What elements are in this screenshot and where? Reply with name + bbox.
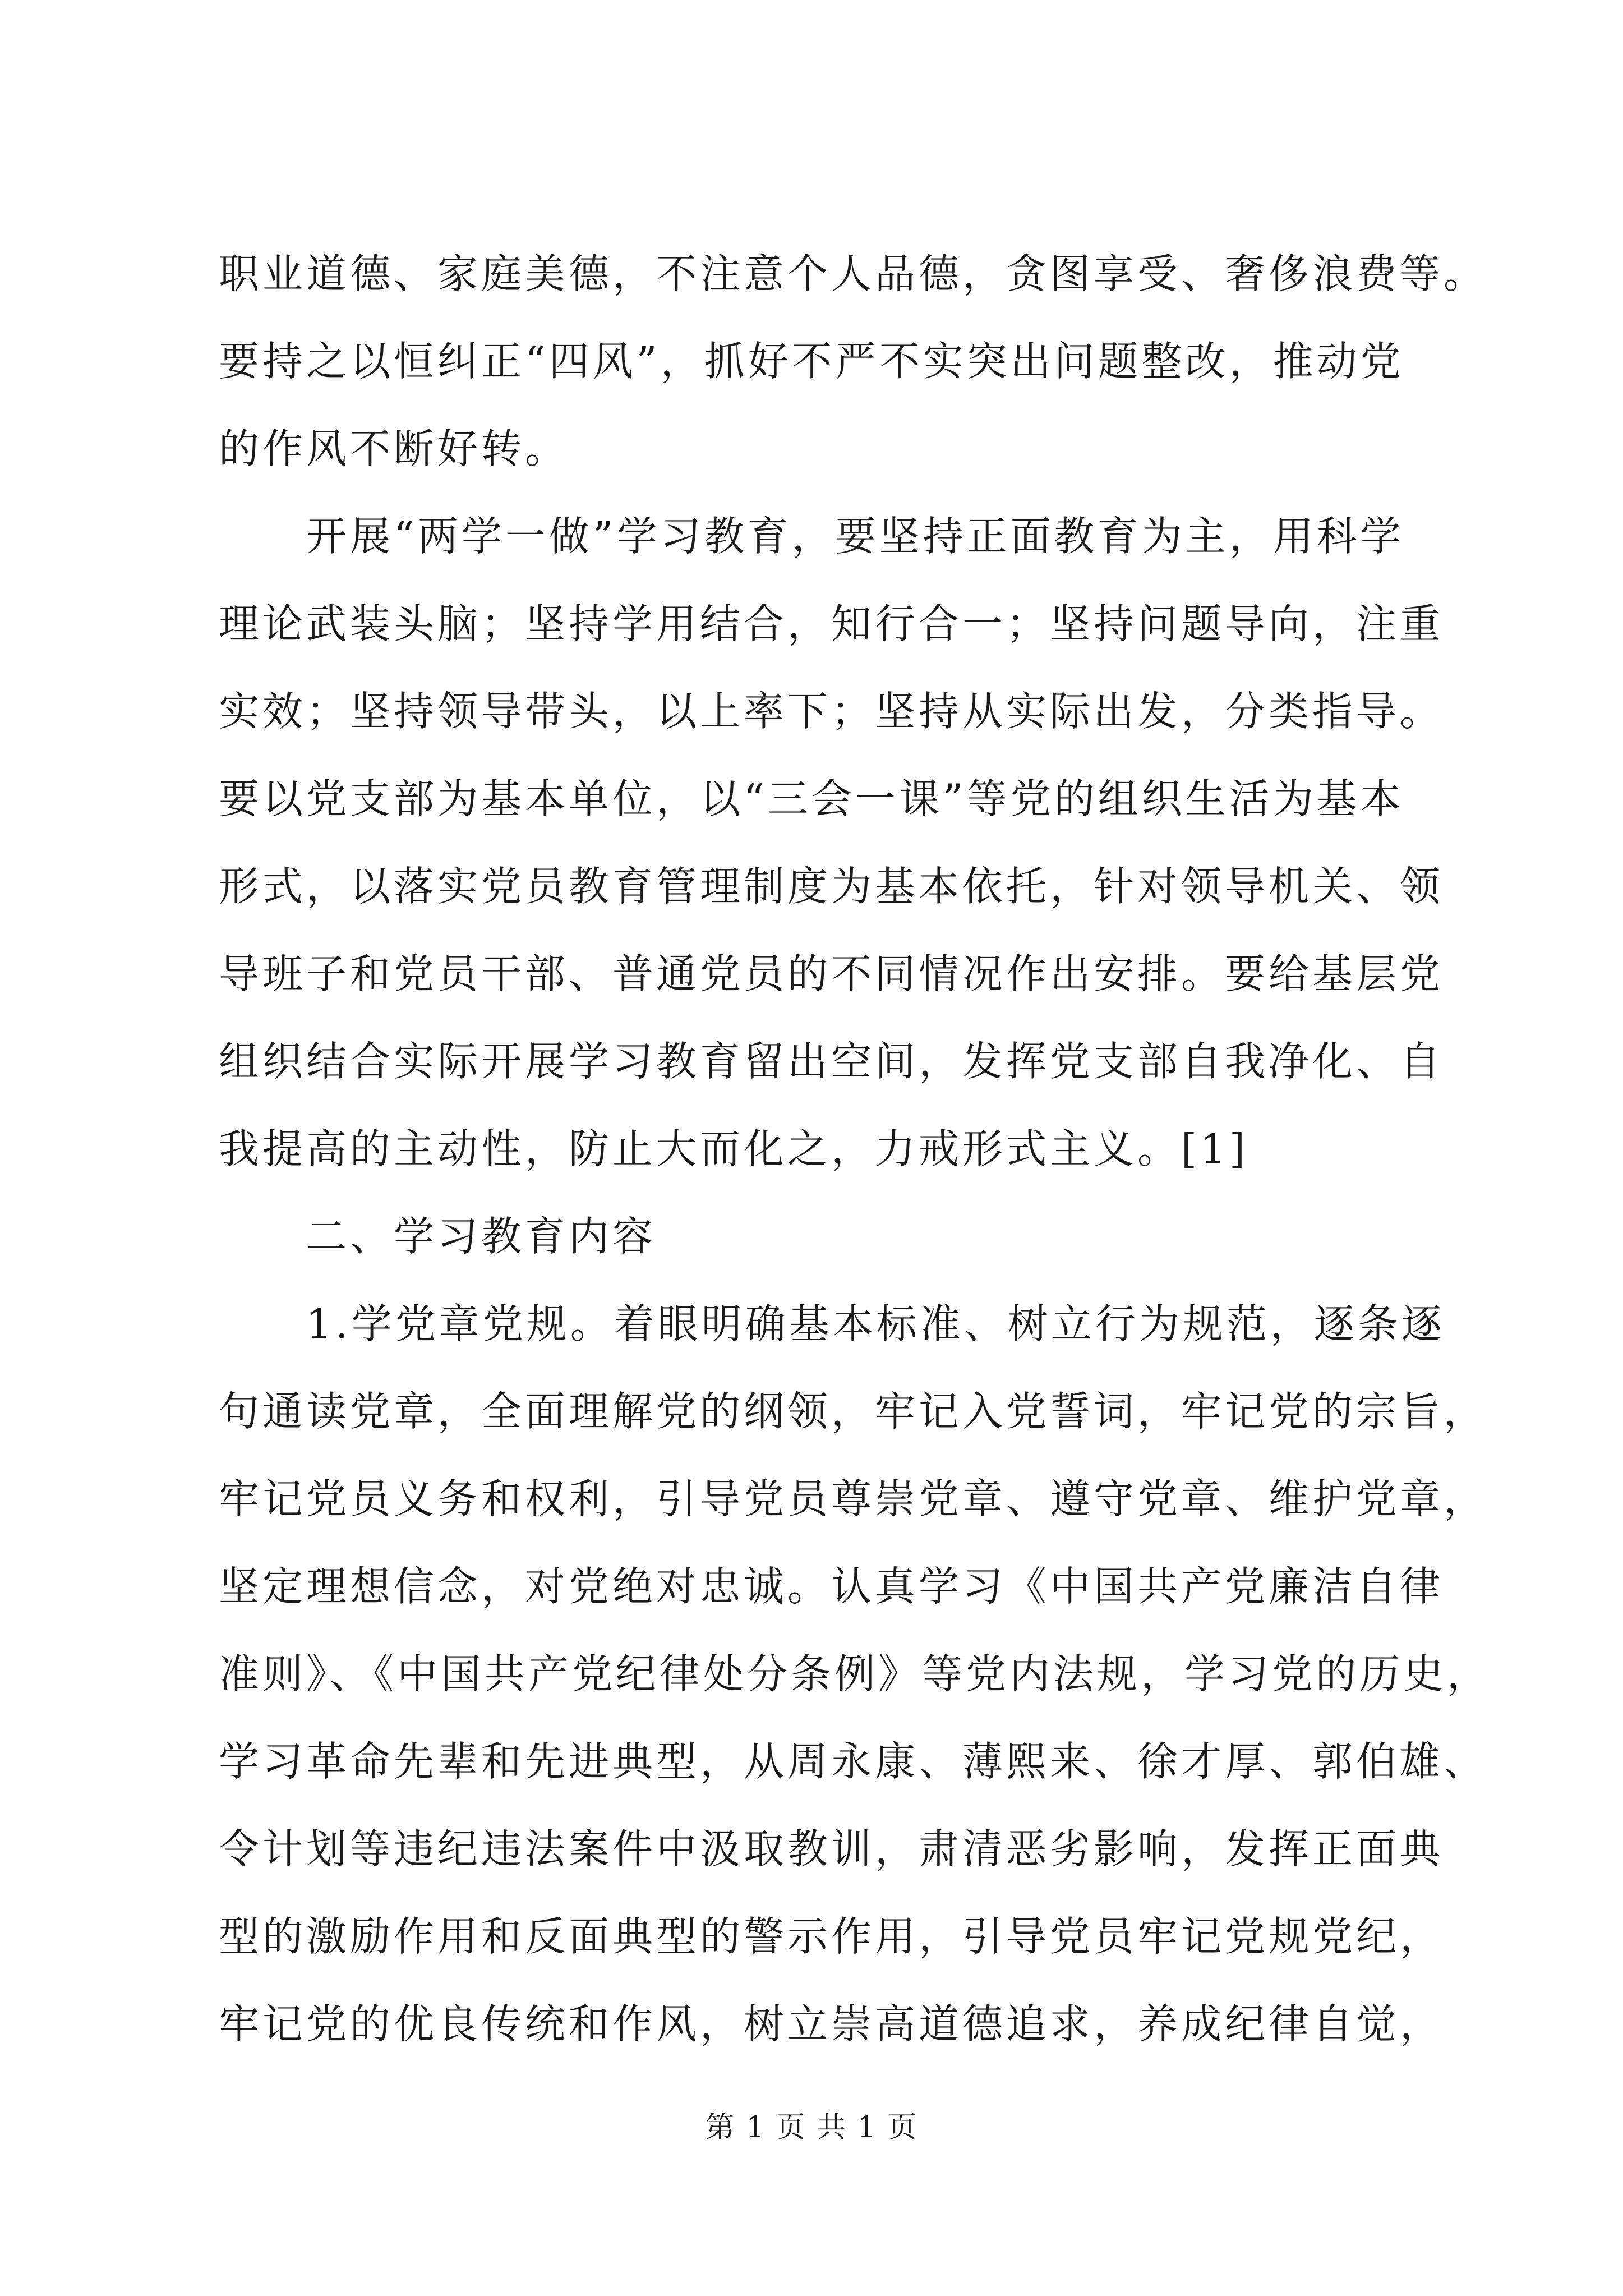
- document-body: [219, 230, 1491, 2068]
- text-line: 我提高的主动性，防止大而化之，力戒形式主义。[1]: [219, 1125, 1248, 1172]
- page-footer: [0, 2104, 1623, 2146]
- text-line: 实效；坚持领导带头，以上率下；坚持从实际出发，分类指导。: [219, 688, 1444, 735]
- text-line: 职业道德、家庭美德，不注意个人品德，贪图享受、奢侈浪费等。: [219, 250, 1488, 297]
- text-line: 令计划等违纪违法案件中汲取教训，肃清恶劣影响，发挥正面典: [219, 1825, 1444, 1872]
- text-line: 形式，以落实党员教育管理制度为基本依托，针对领导机关、领: [219, 863, 1444, 910]
- text-line: 准则》、《中国共产党纪律处分条例》等党内法规，学习党的历史，: [219, 1650, 1491, 1697]
- text-line: 坚定理想信念，对党绝对忠诚。认真学习《中国共产党廉洁自律: [219, 1563, 1444, 1610]
- text-line: 学习革命先辈和先进典型，从周永康、薄熙来、徐才厚、郭伯雄、: [219, 1738, 1488, 1785]
- text-line: 理论武装头脑；坚持学用结合，知行合一；坚持问题导向，注重: [219, 600, 1444, 647]
- text-line: 开展“两学一做”学习教育，要坚持正面教育为主，用科学: [219, 513, 1404, 560]
- text-line: 要以党支部为基本单位，以“三会一课”等党的组织生活为基本: [219, 775, 1404, 822]
- page-number: 第 1 页 共 1 页: [705, 2111, 918, 2145]
- text-line: 组织结合实际开展学习教育留出空间，发挥党支部自我净化、自: [219, 1038, 1444, 1085]
- text-line: 要持之以恒纠正“四风”，抓好不严不实突出问题整改，推动党: [219, 338, 1404, 385]
- text-line: 句通读党章，全面理解党的纲领，牢记入党誓词，牢记党的宗旨，: [219, 1388, 1488, 1435]
- text-line: 的作风不断好转。: [219, 425, 569, 472]
- section-heading: 二、学习教育内容: [219, 1213, 657, 1260]
- text-line: 型的激励作用和反面典型的警示作用，引导党员牢记党规党纪，: [219, 1913, 1444, 1960]
- text-line: 导班子和党员干部、普通党员的不同情况作出安排。要给基层党: [219, 950, 1444, 997]
- text-line: 牢记党员义务和权利，引导党员尊崇党章、遵守党章、维护党章，: [219, 1475, 1488, 1522]
- text-line: 1.学党章党规。着眼明确基本标准、树立行为规范，逐条逐: [219, 1300, 1445, 1347]
- text-line: 牢记党的优良传统和作风，树立崇高道德追求，养成纪律自觉，: [219, 2000, 1444, 2047]
